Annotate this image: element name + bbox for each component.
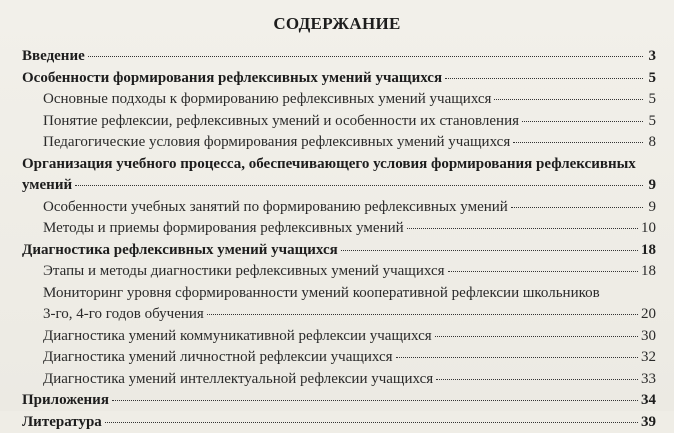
toc-entry-chapter-2 [22,175,656,197]
toc-page-number: 5 [646,68,656,90]
toc-entry-section [22,132,656,154]
dot-leader [341,250,638,251]
toc-entry-literature [22,412,656,433]
toc-entry-title: Основные подходы к формированию рефлексивных умений учащихся [43,89,491,111]
dot-leader [436,379,638,380]
toc-page-number: 9 [646,197,656,219]
toc-entry-title: Методы и приемы формирования рефлексивных умений [43,218,404,240]
toc-entry-section [22,261,656,283]
toc-entry-title: Диагностика умений коммуникативной рефлексии учащихся [43,326,432,348]
toc-entry-title: Особенности формирования рефлексивных умений учащихся [22,68,442,90]
dot-leader [511,207,643,208]
toc-entry-introduction [22,46,656,68]
toc-entry-section [22,111,656,133]
dot-leader [207,314,638,315]
toc-heading: СОДЕРЖАНИЕ [0,14,674,34]
toc-page-number: 8 [646,132,656,154]
toc-entry-title: 3-го, 4-го годов обучения [43,304,204,326]
toc-entry-title: Введение [22,46,85,68]
toc-entry-appendices [22,390,656,412]
toc-page-number: 5 [646,89,656,111]
dot-leader [407,228,638,229]
toc-page-number: 20 [641,304,656,326]
toc-entry-title: Диагностика рефлексивных умений учащихся [22,240,338,262]
dot-leader [513,142,643,143]
toc-entry-section [22,369,656,391]
toc-entry-title: Диагностика умений интеллектуальной рефлексии учащихся [43,369,433,391]
toc-page-number: 32 [641,347,656,369]
dot-leader [105,422,638,423]
toc-page-number: 39 [641,412,656,433]
toc-page-number: 18 [641,240,656,262]
dot-leader [88,56,643,57]
toc-entry-title: Особенности учебных занятий по формированию рефлексивных умений [43,197,508,219]
toc-page-number: 5 [646,111,656,133]
dot-leader [522,121,643,122]
toc-entry-chapter-3 [22,240,656,262]
dot-leader [112,400,638,401]
toc-page-number: 30 [641,326,656,348]
dot-leader [494,99,643,100]
toc-entry-section [22,218,656,240]
dot-leader [435,336,638,337]
toc-entry-title: Педагогические условия формирования рефлексивных умений учащихся [43,132,510,154]
toc-entry-monitoring-line1: Мониторинг уровня сформированности умений кооперативной рефлексии школьников [22,283,656,305]
toc-page-number: 3 [646,46,656,68]
toc-page-number: 34 [641,390,656,412]
toc-page-number: 10 [641,218,656,240]
toc-entry-chapter-1 [22,68,656,90]
toc-entry-title: Литература [22,412,102,433]
dot-leader [445,78,643,79]
dot-leader [75,185,643,186]
toc-page-number: 33 [641,369,656,391]
dot-leader [448,271,639,272]
table-of-contents [22,46,656,433]
toc-page-number: 9 [646,175,656,197]
toc-entry-section [22,347,656,369]
toc-entry-title: Приложения [22,390,109,412]
toc-entry-title: Понятие рефлексии, рефлексивных умений и особенности их становления [43,111,519,133]
toc-page-number: 18 [641,261,656,283]
toc-entry-title: умений [22,175,72,197]
toc-entry-section [22,197,656,219]
toc-entry-title: Диагностика умений личностной рефлексии учащихся [43,347,393,369]
toc-entry-section [22,304,656,326]
toc-entry-section [22,326,656,348]
dot-leader [396,357,638,358]
toc-entry-chapter-2-line1: Организация учебного процесса, обеспечивающего условия формирования рефлексивных [22,154,656,176]
toc-entry-section [22,89,656,111]
toc-entry-title: Этапы и методы диагностики рефлексивных умений учащихся [43,261,445,283]
